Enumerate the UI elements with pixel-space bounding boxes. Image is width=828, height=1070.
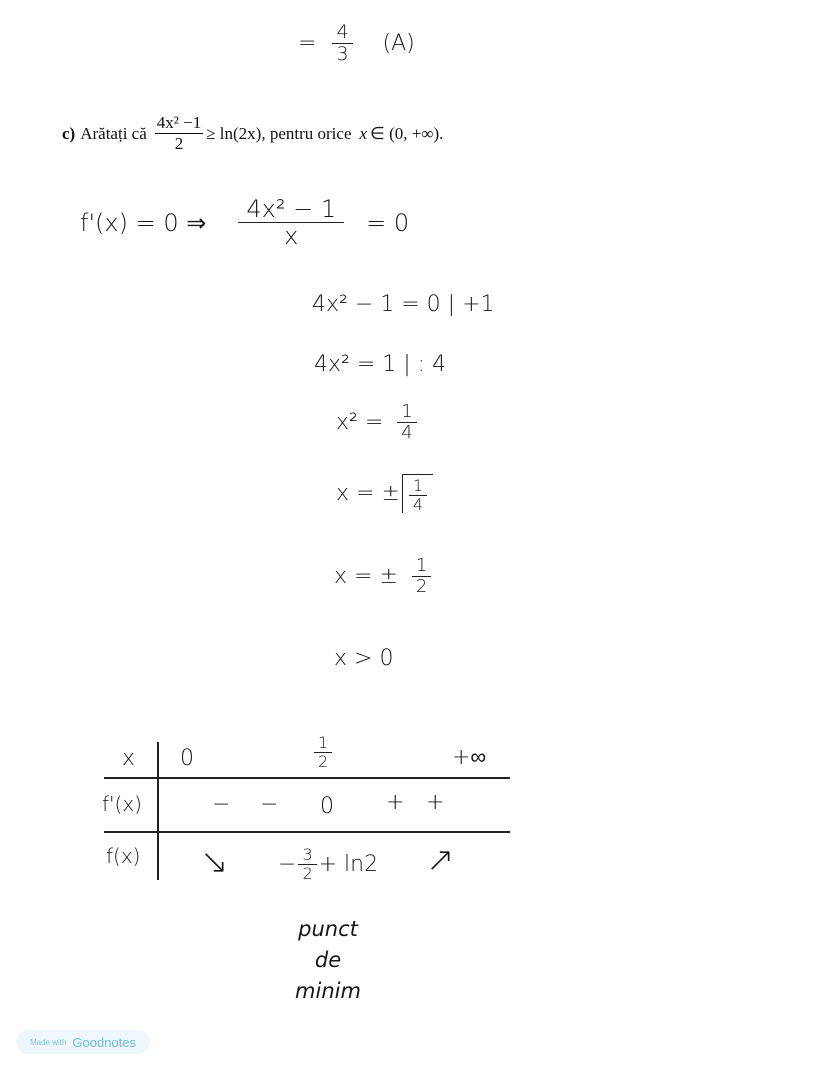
step-solve-2: 4x² = 1 | : 4 <box>314 352 447 377</box>
note-minimum-point: punct de minim <box>295 917 361 1003</box>
badge-made-with: Made with <box>29 1037 67 1047</box>
sqrt-symbol: $\frac{1}{4}$ <box>400 474 433 513</box>
table-divider-2 <box>104 831 510 833</box>
step-x-half: x = ± $\frac{1}{2}$ <box>334 556 431 597</box>
problem-fraction: $\frac{\text{4x² −1}}{2}$ <box>156 113 202 154</box>
fprime-sign-1: − <box>212 792 231 817</box>
increase-arrow-icon: ↗ <box>426 840 455 880</box>
equals-sign: = <box>298 30 317 56</box>
step-domain: x > 0 <box>334 646 394 671</box>
problem-label: c) <box>62 123 76 143</box>
top-result <box>298 22 415 65</box>
variation-table <box>102 733 514 883</box>
fraction-four-thirds: $\frac{4}{3}$ <box>332 22 352 65</box>
fprime-sign-4: + <box>426 790 445 815</box>
problem-domain: ∈ (0, +∞). <box>370 123 444 143</box>
problem-text-before: Arătați că <box>80 123 147 143</box>
x-critical: $\frac{1}{2}$ <box>314 734 332 770</box>
problem-relation: ≥ ln(2x), pentru orice <box>206 123 352 143</box>
row-label-f: f(x) <box>106 844 141 868</box>
step-x-squared: x² = $\frac{1}{4}$ <box>336 402 417 443</box>
problem-variable: x <box>359 123 368 143</box>
fprime-zero: 0 <box>320 794 334 819</box>
badge-brand: Goodnotes <box>72 1034 137 1050</box>
step-solve-1: 4x² − 1 = 0 | +1 <box>312 292 495 317</box>
step-derivative-zero: f'(x) = 0 ⇒ $\frac{\text{4x² − 1}}{x}$ = 0 <box>80 195 410 251</box>
step-sqrt: x = ± $\frac{1}{4}$ <box>336 474 433 513</box>
problem-statement <box>62 113 443 155</box>
minimum-value: − $\frac{3}{2}$ + ln2 <box>278 845 379 883</box>
goodnotes-badge[interactable] <box>16 1030 150 1054</box>
fprime-sign-2: − <box>260 792 279 817</box>
row-label-fprime: f'(x) <box>102 792 142 816</box>
x-end: +∞ <box>452 745 487 770</box>
table-divider-1 <box>104 777 510 779</box>
decrease-arrow-icon: ↘ <box>200 842 229 882</box>
x-start: 0 <box>180 746 194 771</box>
row-label-x: x <box>122 746 136 771</box>
table-vertical-divider <box>157 742 159 880</box>
fprime-sign-3: + <box>386 790 405 815</box>
answer-label: (A) <box>382 30 415 56</box>
